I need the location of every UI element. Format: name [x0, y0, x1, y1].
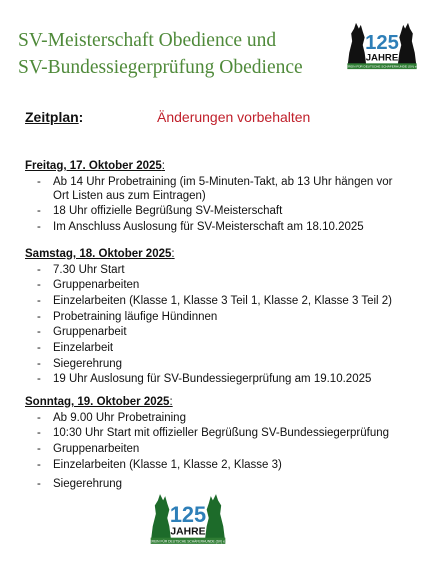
list-item: - Ab 14 Uhr Probetraining (im 5-Minuten-Takt, ab 13 Uhr hängen vor Ort Listen aus zum Eintragen): [25, 175, 395, 203]
day-heading-colon: :: [171, 248, 175, 260]
dog-silhouette-right-icon: [205, 494, 226, 543]
list-item: - Probetraining läufige Hündinnen: [25, 310, 392, 324]
list-item: - Siegerehrung: [25, 477, 389, 491]
document-title: [18, 27, 303, 81]
schedule-heading: [25, 109, 83, 125]
anniversary-logo-top: [343, 20, 421, 72]
list-item: - 18 Uhr offizielle Begrüßung SV-Meisterschaft: [25, 204, 395, 218]
schedule-heading-label: Zeitplan: [25, 109, 79, 125]
schedule-heading-colon: :: [78, 109, 84, 125]
list-item: - Gruppenarbeiten: [25, 442, 389, 456]
dog-silhouette-right-icon: [397, 23, 416, 68]
logo-number: 125: [169, 502, 207, 528]
list-item: - 10:30 Uhr Start mit offizieller Begrüßung SV-Bundessiegerprüfung: [25, 426, 389, 440]
logo-caption: VEREIN FÜR DEUTSCHE SCHÄFERHUNDE (SV) e.V.: [147, 539, 229, 544]
day-section-saturday: [25, 247, 392, 387]
day-heading-friday: [25, 159, 395, 173]
list-item: - Einzelarbeiten (Klasse 1, Klasse 3 Teil 1, Klasse 2, Klasse 3 Teil 2): [25, 294, 392, 308]
dog-silhouette-left-icon: [347, 23, 366, 68]
logo-number: 125: [365, 31, 399, 54]
dog-silhouette-left-icon: [151, 494, 172, 543]
day-heading-text: Samstag, 18. Oktober 2025: [25, 248, 172, 260]
changes-notice: Änderungen vorbehalten: [157, 109, 311, 125]
day-heading-colon: :: [161, 160, 165, 172]
list-item: - Gruppenarbeit: [25, 325, 392, 339]
logo-word: JAHRE: [170, 526, 206, 538]
logo-word: JAHRE: [365, 52, 399, 64]
list-item: - Siegerehrung: [25, 357, 392, 371]
day-items-sunday: [25, 411, 389, 492]
day-section-friday: [25, 159, 395, 234]
day-heading-sunday: [25, 395, 389, 409]
day-items-friday: [25, 175, 395, 235]
day-items-saturday: [25, 263, 392, 387]
day-heading-saturday: [25, 247, 392, 261]
title-line-1: SV-Meisterschaft Obedience und: [18, 30, 277, 51]
list-item: - 7.30 Uhr Start: [25, 263, 392, 277]
day-heading-text: Sonntag, 19. Oktober 2025: [25, 396, 170, 408]
list-item: - Gruppenarbeiten: [25, 278, 392, 292]
logo-caption: VEREIN FÜR DEUTSCHE SCHÄFERHUNDE (SV) e.V.: [344, 64, 420, 69]
anniversary-logo-bottom: [146, 491, 230, 547]
day-heading-text: Freitag, 17. Oktober 2025: [25, 160, 162, 172]
day-heading-colon: :: [169, 396, 173, 408]
day-section-sunday: [25, 395, 389, 491]
title-line-2: SV-Bundessiegerprüfung Obedience: [18, 57, 303, 78]
list-item: - Einzelarbeit: [25, 341, 392, 355]
list-item: - 19 Uhr Auslosung für SV-Bundessiegerprüfung am 19.10.2025: [25, 372, 392, 386]
list-item: - Ab 9.00 Uhr Probetraining: [25, 411, 389, 425]
list-item: - Im Anschluss Auslosung für SV-Meisterschaft am 18.10.2025: [25, 220, 395, 234]
list-item: - Einzelarbeiten (Klasse 1, Klasse 2, Klasse 3): [25, 458, 389, 472]
